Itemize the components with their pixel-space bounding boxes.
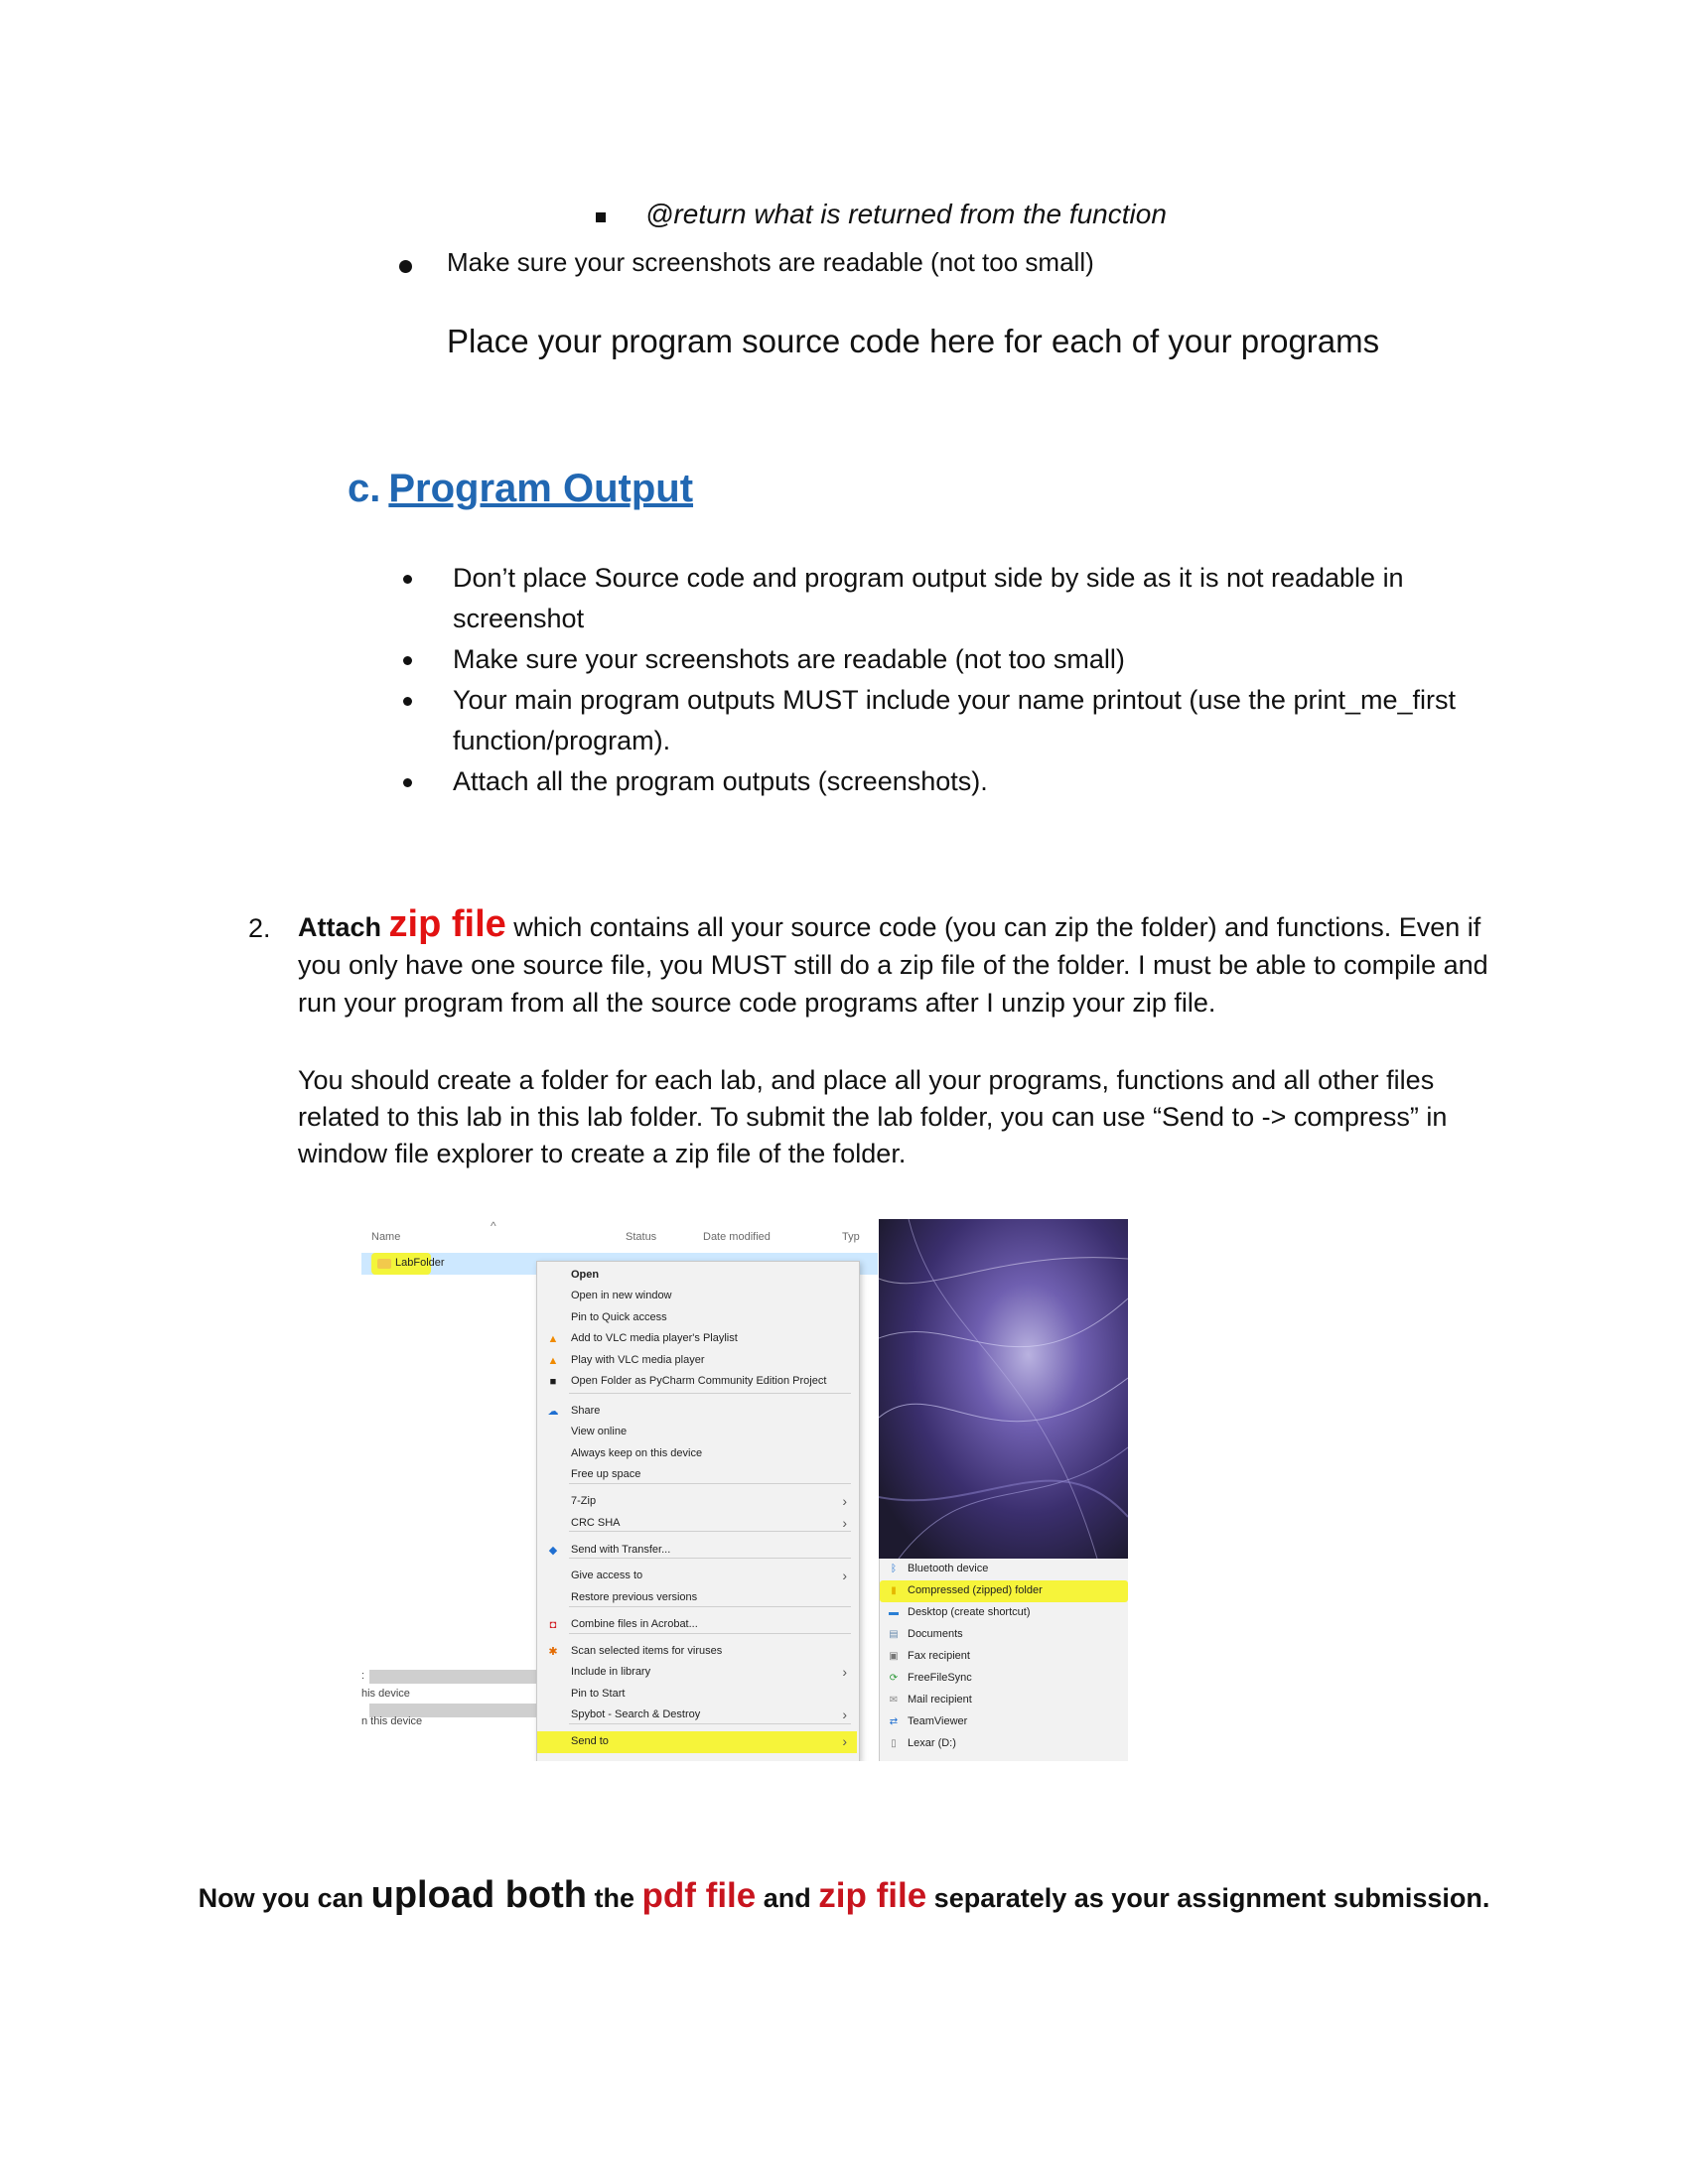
sync-icon: ⟳ — [889, 1673, 899, 1684]
item2-text: which contains all your source code (you can zip the folder) and functions. Even if you only have one source file, you MUST still do a zip file of the folder. I must be able to compile and run your program from all the source code programs after I unzip your zip file. — [298, 912, 1488, 1018]
bluetooth-icon: ᛒ — [891, 1564, 897, 1574]
documents-icon: ▤ — [889, 1629, 899, 1640]
menu-item-open-in-new-window[interactable] — [537, 1286, 857, 1307]
upload-both-emphasis: upload both — [370, 1874, 588, 1916]
menu-item-open[interactable] — [537, 1265, 857, 1287]
chevron-right-icon: › — [842, 1733, 847, 1749]
menu-separator — [569, 1606, 851, 1607]
note-text: the — [587, 1883, 642, 1913]
menu-separator — [569, 1531, 851, 1532]
menu-item-label: Include in library — [571, 1666, 651, 1678]
menu-item-label: Always keep on this device — [571, 1447, 703, 1459]
item-number: 2. — [248, 913, 271, 943]
navigation-rows — [361, 1670, 536, 1759]
vlc-icon: ▲ — [547, 1355, 559, 1367]
send-to-label: Documents — [908, 1628, 963, 1640]
send-to-label: Mail recipient — [908, 1694, 972, 1706]
column-name[interactable]: Name — [371, 1231, 401, 1243]
menu-item-label: Scan selected items for viruses — [571, 1645, 723, 1657]
menu-item-give-access-to[interactable] — [537, 1566, 857, 1587]
menu-item-label: Combine files in Acrobat... — [571, 1618, 698, 1630]
menu-item-label: View online — [571, 1426, 628, 1437]
menu-item-label: Send with Transfer... — [571, 1544, 671, 1556]
desktop-icon: ▬ — [889, 1607, 899, 1618]
send-to-label: Bluetooth device — [908, 1563, 989, 1574]
send-to-label: Compressed (zipped) folder — [908, 1584, 1043, 1596]
menu-item-label: Free up space — [571, 1468, 641, 1480]
context-menu — [536, 1261, 860, 1761]
menu-item-label: Share — [571, 1405, 601, 1417]
item2-paragraph — [298, 905, 1489, 1022]
explorer-screenshot — [361, 1219, 1128, 1761]
menu-item-pin-to-start[interactable] — [537, 1684, 857, 1706]
menu-item-scan-selected-items-for-viruses[interactable] — [537, 1641, 857, 1663]
column-date-modified[interactable]: Date modified — [703, 1231, 771, 1243]
nav-item[interactable]: n this device — [361, 1715, 423, 1727]
send-to-submenu — [879, 1559, 1128, 1761]
menu-item-label: Pin to Quick access — [571, 1311, 667, 1323]
section-title: Program Output — [388, 467, 694, 510]
send-to-label: TeamViewer — [908, 1715, 968, 1727]
menu-item-play-with-vlc-media-player[interactable] — [537, 1350, 857, 1372]
send-to-fax-recipient[interactable] — [880, 1646, 1128, 1668]
send-to-lexar-d[interactable] — [880, 1733, 1128, 1755]
return-doc-line: @return what is returned from the function — [645, 199, 1167, 229]
send-to-freefilesync[interactable] — [880, 1668, 1128, 1690]
send-to-label: FreeFileSync — [908, 1672, 972, 1684]
note-text: separately as your assignment submission. — [926, 1883, 1490, 1913]
menu-separator — [569, 1483, 851, 1484]
readable-bullet-text: Make sure your screenshots are readable (not too small) — [447, 247, 1094, 277]
attach-word: Attach — [298, 912, 382, 942]
nav-item[interactable]: his device — [361, 1688, 410, 1700]
send-to-teamviewer[interactable] — [880, 1711, 1128, 1733]
drive-icon: ▯ — [891, 1738, 897, 1749]
row-marker: : — [361, 1670, 365, 1682]
menu-item-include-in-library[interactable] — [537, 1662, 857, 1684]
fiber-texture — [879, 1219, 1128, 1559]
mail-icon: ✉ — [889, 1695, 899, 1706]
acrobat-icon: ◘ — [549, 1619, 557, 1631]
section-prefix: c. — [348, 467, 381, 510]
menu-item-label: Open — [571, 1269, 600, 1281]
menu-item-label: Spybot - Search & Destroy — [571, 1708, 701, 1720]
send-to-label: Desktop (create shortcut) — [908, 1606, 1031, 1618]
menu-separator — [569, 1723, 851, 1724]
column-type[interactable]: Typ — [842, 1231, 860, 1243]
note-text: Now you can — [198, 1883, 371, 1913]
menu-item-view-online[interactable] — [537, 1422, 857, 1443]
zip-file-emphasis: zip file — [818, 1876, 927, 1915]
onedrive-icon: ☁ — [547, 1406, 559, 1418]
pdf-file-emphasis: pdf file — [641, 1876, 757, 1915]
send-to-label: Lexar (D:) — [908, 1737, 956, 1749]
dropbox-icon: ◆ — [548, 1545, 558, 1557]
vlc-icon: ▲ — [547, 1333, 559, 1345]
send-to-compressed-zipped-folder[interactable] — [880, 1580, 1128, 1602]
menu-item-label: Restore previous versions — [571, 1591, 698, 1603]
menu-item-label: 7-Zip — [571, 1495, 597, 1507]
menu-item-open-folder-as-pycharm-community-edition-project[interactable] — [537, 1371, 857, 1393]
sort-up-icon: ^ — [491, 1219, 496, 1233]
square-bullet — [596, 212, 606, 222]
folder-icon — [377, 1259, 391, 1269]
send-to-label: Fax recipient — [908, 1650, 970, 1662]
menu-item-label: Send to — [571, 1735, 609, 1747]
send-to-documents[interactable] — [880, 1624, 1128, 1646]
menu-item-label: Give access to — [571, 1570, 643, 1581]
menu-item-send-to[interactable] — [537, 1731, 857, 1753]
list-item: Attach all the program outputs (screenshots). — [397, 761, 1489, 802]
menu-separator — [569, 1558, 851, 1559]
menu-item-label: CRC SHA — [571, 1517, 621, 1529]
zip-file-emphasis: zip file — [388, 903, 506, 945]
chevron-right-icon: › — [842, 1568, 847, 1583]
menu-item-always-keep-on-this-device[interactable] — [537, 1443, 857, 1465]
menu-item-7-zip[interactable] — [537, 1491, 857, 1513]
chevron-right-icon: › — [842, 1515, 847, 1531]
list-item: Your main program outputs MUST include your name printout (use the print_me_first function/program). — [397, 680, 1489, 761]
folder-name[interactable]: LabFolder — [395, 1257, 445, 1269]
chevron-right-icon: › — [842, 1493, 847, 1509]
menu-item-add-to-vlc-media-player-s-playlist[interactable] — [537, 1328, 857, 1350]
column-header — [361, 1219, 878, 1247]
antivirus-icon: ✱ — [548, 1646, 558, 1658]
menu-item-label: Play with VLC media player — [571, 1354, 705, 1366]
note-text: and — [756, 1883, 819, 1913]
blurred-row — [369, 1670, 536, 1684]
fax-icon: ▣ — [889, 1651, 899, 1662]
round-bullet — [399, 260, 412, 273]
place-code-note: Place your program source code here for each of your programs — [447, 323, 1380, 359]
menu-item-label: Open Folder as PyCharm Community Edition Project — [571, 1375, 827, 1387]
section-heading — [348, 467, 693, 511]
output-bullet-list — [397, 558, 1489, 802]
send-to-bluetooth-device[interactable] — [880, 1559, 1128, 1580]
menu-separator — [569, 1633, 851, 1634]
menu-item-share[interactable] — [537, 1401, 857, 1423]
menu-separator — [569, 1393, 851, 1394]
teamviewer-icon: ⇄ — [889, 1716, 899, 1727]
chevron-right-icon: › — [842, 1706, 847, 1722]
zip-folder-icon: ▮ — [891, 1585, 897, 1596]
menu-item-label: Pin to Start — [571, 1688, 626, 1700]
chevron-right-icon: › — [842, 1664, 847, 1680]
send-to-mail-recipient[interactable] — [880, 1690, 1128, 1711]
column-status[interactable]: Status — [626, 1231, 657, 1243]
submission-note — [0, 1874, 1688, 1917]
folder-instructions: You should create a folder for each lab, and place all your programs, functions and all other files related to this lab in this lab folder. To submit the lab folder, you can use “Send to -> compress” in window file explorer to create a zip file of the folder. — [298, 1065, 1448, 1168]
background-photo — [879, 1219, 1128, 1559]
list-item: Make sure your screenshots are readable (not too small) — [397, 639, 1489, 680]
menu-item-label: Add to VLC media player's Playlist — [571, 1332, 738, 1344]
menu-item-pin-to-quick-access[interactable] — [537, 1307, 857, 1329]
send-to-desktop-create-shortcut[interactable] — [880, 1602, 1128, 1624]
pycharm-icon: ■ — [549, 1376, 557, 1388]
list-item: Don’t place Source code and program output side by side as it is not readable in screenshot — [397, 558, 1489, 639]
menu-item-label: Open in new window — [571, 1290, 672, 1301]
